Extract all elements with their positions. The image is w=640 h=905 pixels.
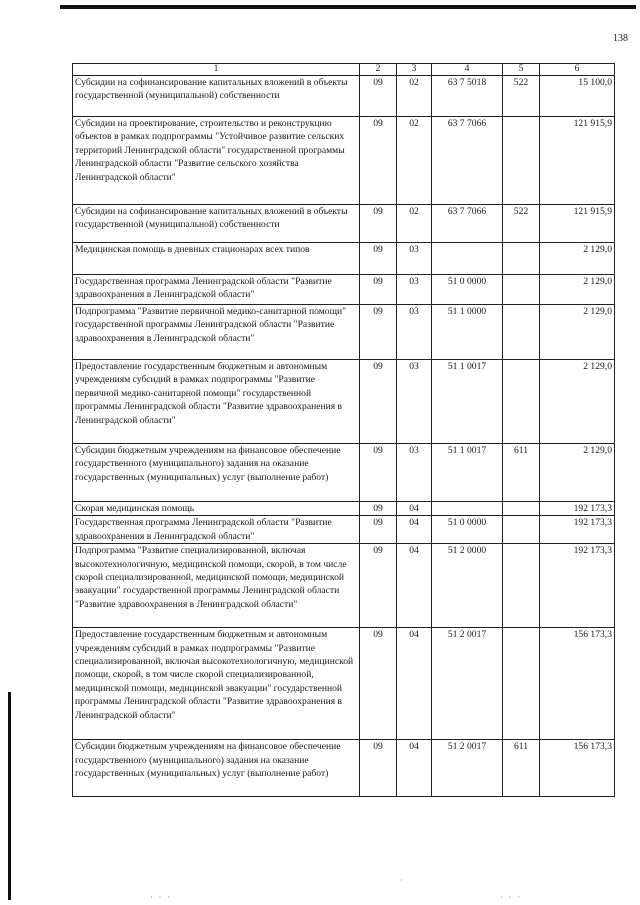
- target-article-code: 51 1 0000: [432, 305, 503, 360]
- amount: 121 915,9: [540, 205, 615, 243]
- row-name: Государственная программа Ленинградской области "Развитие здравоохранения в Ленинградской области": [73, 516, 360, 544]
- row-name: Субсидии на софинансирование капитальных вложений в объекты государственной (муниципальной) собственности: [73, 76, 360, 117]
- table-row: [73, 740, 615, 797]
- subsection-code: 03: [397, 243, 432, 275]
- subsection-code: 04: [397, 516, 432, 544]
- target-article-code: 63 7 5018: [432, 76, 503, 117]
- subsection-code: 04: [397, 628, 432, 740]
- target-article-code: [432, 243, 503, 275]
- table-row: [73, 275, 615, 305]
- expense-type-code: 522: [503, 205, 540, 243]
- row-name: Подпрограмма "Развитие первичной медико-санитарной помощи" государственной программы Ленинградской области "Развитие здравоохранения в Ленинградской области": [73, 305, 360, 360]
- subsection-code: 03: [397, 305, 432, 360]
- expense-type-code: [503, 516, 540, 544]
- table-header-row: [73, 64, 615, 76]
- target-article-code: 51 0 0000: [432, 275, 503, 305]
- column-header: 1: [73, 64, 360, 76]
- subsection-code: 03: [397, 275, 432, 305]
- expense-type-code: 522: [503, 76, 540, 117]
- section-code: 09: [360, 243, 397, 275]
- scan-speck: · · ·: [150, 893, 172, 902]
- section-code: 09: [360, 544, 397, 628]
- scan-speck: · · ·: [500, 893, 522, 902]
- row-name: Субсидии на софинансирование капитальных вложений в объекты государственной (муниципальной) собственности: [73, 205, 360, 243]
- table-row: [73, 516, 615, 544]
- top-scan-border: [60, 5, 636, 9]
- column-header: 3: [397, 64, 432, 76]
- table-row: [73, 360, 615, 444]
- amount: 156 173,3: [540, 740, 615, 797]
- expense-type-code: [503, 360, 540, 444]
- amount: 156 173,3: [540, 628, 615, 740]
- row-name: Государственная программа Ленинградской области "Развитие здравоохранения в Ленинградской области": [73, 275, 360, 305]
- target-article-code: 51 1 0017: [432, 444, 503, 502]
- amount: 192 173,3: [540, 502, 615, 516]
- amount: 15 100,0: [540, 76, 615, 117]
- subsection-code: 02: [397, 205, 432, 243]
- table-row: [73, 444, 615, 502]
- amount: 2 129,0: [540, 243, 615, 275]
- expense-type-code: [503, 628, 540, 740]
- budget-table: [72, 63, 615, 797]
- section-code: 09: [360, 628, 397, 740]
- table-row: [73, 243, 615, 275]
- left-scan-border: [8, 692, 11, 900]
- subsection-code: 02: [397, 76, 432, 117]
- row-name: Подпрограмма "Развитие специализированной, включая высокотехнологичную, медицинской помощи, скорой, в том числе скорой специализированной, медицинской помощи, медицинской эвакуации" государственной программы Ленинградской области "Развитие здравоохранения в Ленинградской области": [73, 544, 360, 628]
- expense-type-code: [503, 275, 540, 305]
- column-header: 2: [360, 64, 397, 76]
- amount: 2 129,0: [540, 444, 615, 502]
- subsection-code: 03: [397, 360, 432, 444]
- table-row: [73, 544, 615, 628]
- expense-type-code: [503, 117, 540, 205]
- subsection-code: 03: [397, 444, 432, 502]
- subsection-code: 02: [397, 117, 432, 205]
- amount: 2 129,0: [540, 360, 615, 444]
- row-name: Субсидии на проектирование, строительство и реконструкцию объектов в рамках подпрограммы "Устойчивое развитие сельских территорий Ленинградской области" государственной программы Ленинградской области "Развитие сельского хозяйства Ленинградской области": [73, 117, 360, 205]
- section-code: 09: [360, 117, 397, 205]
- table-row: [73, 628, 615, 740]
- column-header: 5: [503, 64, 540, 76]
- target-article-code: 63 7 7066: [432, 117, 503, 205]
- target-article-code: 51 2 0017: [432, 740, 503, 797]
- column-header: 4: [432, 64, 503, 76]
- amount: 2 129,0: [540, 305, 615, 360]
- section-code: 09: [360, 516, 397, 544]
- row-name: Скорая медицинская помощь: [73, 502, 360, 516]
- expense-type-code: 611: [503, 444, 540, 502]
- row-name: Субсидии бюджетным учреждениям на финансовое обеспечение государственного (муниципального) задания на оказание государственных (муниципальных) услуг (выполнение работ): [73, 740, 360, 797]
- amount: 121 915,9: [540, 117, 615, 205]
- scan-speck: ·: [400, 876, 405, 885]
- row-name: Предоставление государственным бюджетным и автономным учреждениям субсидий в рамках подпрограммы "Развитие первичной медико-санитарной помощи" государственной программы Ленинградской области "Развитие здравоохранения в Ленинградской области": [73, 360, 360, 444]
- target-article-code: 51 0 0000: [432, 516, 503, 544]
- section-code: 09: [360, 205, 397, 243]
- column-header: 6: [540, 64, 615, 76]
- section-code: 09: [360, 275, 397, 305]
- row-name: Предоставление государственным бюджетным и автономным учреждениям субсидий в рамках подпрограммы "Развитие специализированной, включая высокотехнологичную, медицинской помощи, скорой, в том числе скорой специализированной, медицинской помощи, медицинской эвакуации" государственной программы Ленинградской области "Развитие здравоохранения в Ленинградской области": [73, 628, 360, 740]
- subsection-code: 04: [397, 740, 432, 797]
- table-row: [73, 205, 615, 243]
- subsection-code: 04: [397, 544, 432, 628]
- target-article-code: 63 7 7066: [432, 205, 503, 243]
- target-article-code: [432, 502, 503, 516]
- expense-type-code: [503, 544, 540, 628]
- expense-type-code: [503, 243, 540, 275]
- page-number: 138: [613, 33, 628, 44]
- row-name: Субсидии бюджетным учреждениям на финансовое обеспечение государственного (муниципального) задания на оказание государственных (муниципальных) услуг (выполнение работ): [73, 444, 360, 502]
- target-article-code: 51 2 0000: [432, 544, 503, 628]
- section-code: 09: [360, 502, 397, 516]
- table-row: [73, 502, 615, 516]
- section-code: 09: [360, 740, 397, 797]
- table-row: [73, 76, 615, 117]
- amount: 192 173,3: [540, 544, 615, 628]
- amount: 2 129,0: [540, 275, 615, 305]
- section-code: 09: [360, 305, 397, 360]
- section-code: 09: [360, 444, 397, 502]
- target-article-code: 51 1 0017: [432, 360, 503, 444]
- section-code: 09: [360, 76, 397, 117]
- table-row: [73, 305, 615, 360]
- expense-type-code: [503, 305, 540, 360]
- subsection-code: 04: [397, 502, 432, 516]
- amount: 192 173,3: [540, 516, 615, 544]
- expense-type-code: [503, 502, 540, 516]
- table-row: [73, 117, 615, 205]
- target-article-code: 51 2 0017: [432, 628, 503, 740]
- expense-type-code: 611: [503, 740, 540, 797]
- section-code: 09: [360, 360, 397, 444]
- row-name: Медицинская помощь в дневных стационарах всех типов: [73, 243, 360, 275]
